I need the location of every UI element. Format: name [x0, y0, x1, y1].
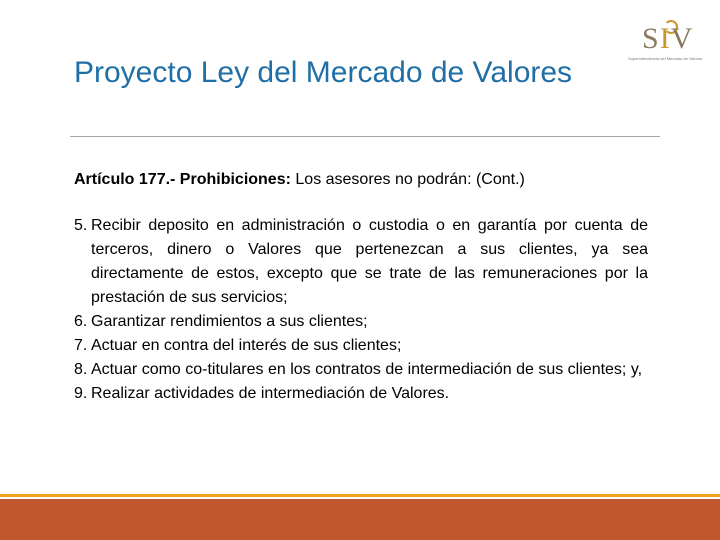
list-item-number: 5. — [74, 217, 88, 234]
list-item — [74, 358, 648, 382]
prohibitions-list — [74, 214, 648, 406]
article-intro: Los asesores no podrán: (Cont.) — [295, 171, 525, 188]
footer-accent-line — [0, 494, 720, 497]
list-item-text: Recibir deposito en administración o custodia o en garantía por cuenta de terceros, dinero o Valores que pertenezcan a sus clientes, ya sea directamente de estos, excepto que se trate de las remuneraciones por la prestación de sus servicios; — [91, 217, 648, 306]
list-item — [74, 334, 648, 358]
article-heading: Artículo 177.- Prohibiciones: — [74, 171, 291, 188]
slide-title: Proyecto Ley del Mercado de Valores — [74, 56, 573, 89]
list-item-text: Garantizar rendimientos a sus clientes; — [91, 313, 368, 330]
list-item-text: Realizar actividades de intermediación de Valores. — [91, 385, 450, 402]
title-divider — [70, 136, 660, 137]
list-item — [74, 214, 648, 310]
list-item-text: Actuar como co-titulares en los contratos de intermediación de sus clientes; y, — [91, 361, 643, 378]
list-item — [74, 382, 648, 406]
list-item-number: 6. — [74, 313, 88, 330]
list-item-text: Actuar en contra del interés de sus clientes; — [91, 337, 402, 354]
footer-band — [0, 499, 720, 540]
logo-caption: Superintendencia del Mercado de Valores — [628, 56, 703, 61]
list-item-number: 8. — [74, 361, 88, 378]
list-item-number: 7. — [74, 337, 88, 354]
logo-mark: SIV — [642, 22, 694, 55]
list-item-number: 9. — [74, 385, 88, 402]
slide-body — [74, 168, 648, 406]
article-line — [74, 168, 648, 192]
siv-logo — [628, 20, 703, 64]
list-item — [74, 310, 648, 334]
